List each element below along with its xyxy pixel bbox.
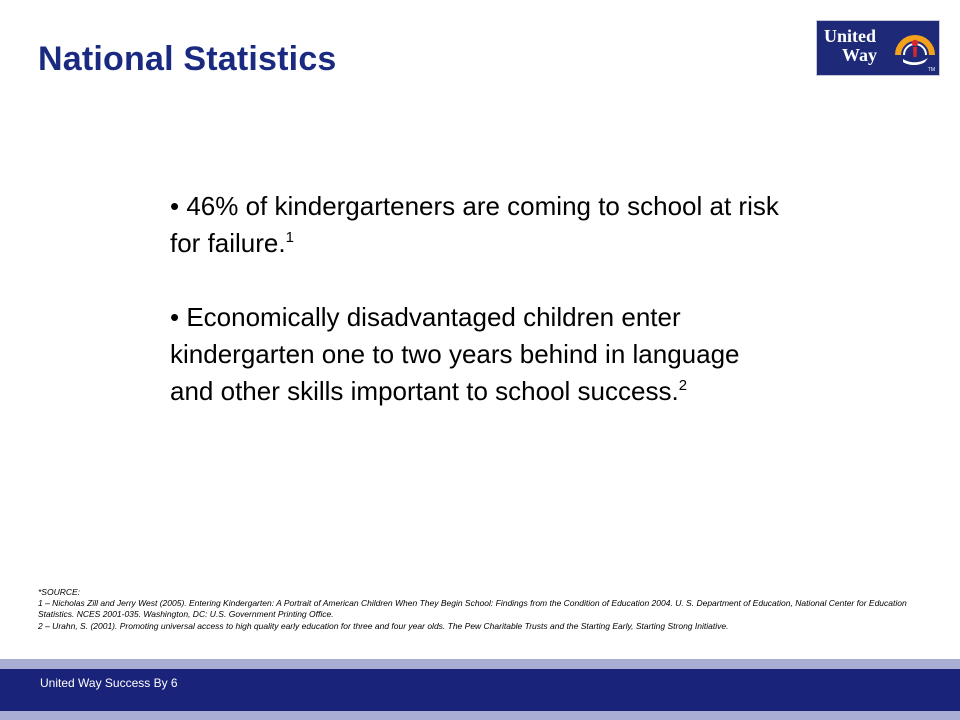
footnote-ref: 2 (678, 377, 688, 394)
united-way-logo (816, 20, 940, 76)
logo-trademark: TM (927, 67, 935, 73)
source-citation: 1 – Nicholas Zill and Jerry West (2005). Entering Kindergarten: A Portrait of American Children When They Begin School: Findings from the Condition of Education 2004. U. S. Department of Education, National Center for Education Statistics. NCES 2001-035. Washington, DC: U.S. Government Printing Office. (38, 598, 907, 620)
source-citations (38, 587, 918, 632)
bullet-text: • Economically disadvantaged children enter kindergarten one to two years behind in language and other skills important to school success. (170, 302, 740, 406)
slide-title: National Statistics (38, 40, 337, 78)
source-heading: *SOURCE: (38, 587, 81, 597)
bullet-item (170, 188, 790, 262)
slide-body (170, 188, 790, 410)
source-citation: 2 – Urahn, S. (2001). Promoting universal access to high quality early education for three and four year olds. The Pew Charitable Trusts and the Starting Early, Starting Strong Initiative. (38, 620, 729, 631)
helping-hand-icon (895, 25, 935, 69)
footer-band-bottom (0, 711, 960, 720)
bullet-item (170, 299, 790, 410)
logo-line1: United (824, 26, 877, 46)
bullet-text: • 46% of kindergarteners are coming to school at risk for failure. (170, 191, 779, 258)
footer-label: United Way Success By 6 (40, 676, 178, 690)
footnote-ref: 1 (285, 229, 294, 246)
logo-wordmark (824, 27, 896, 65)
footer-band-top (0, 659, 960, 669)
logo-line2: Way (842, 45, 878, 65)
